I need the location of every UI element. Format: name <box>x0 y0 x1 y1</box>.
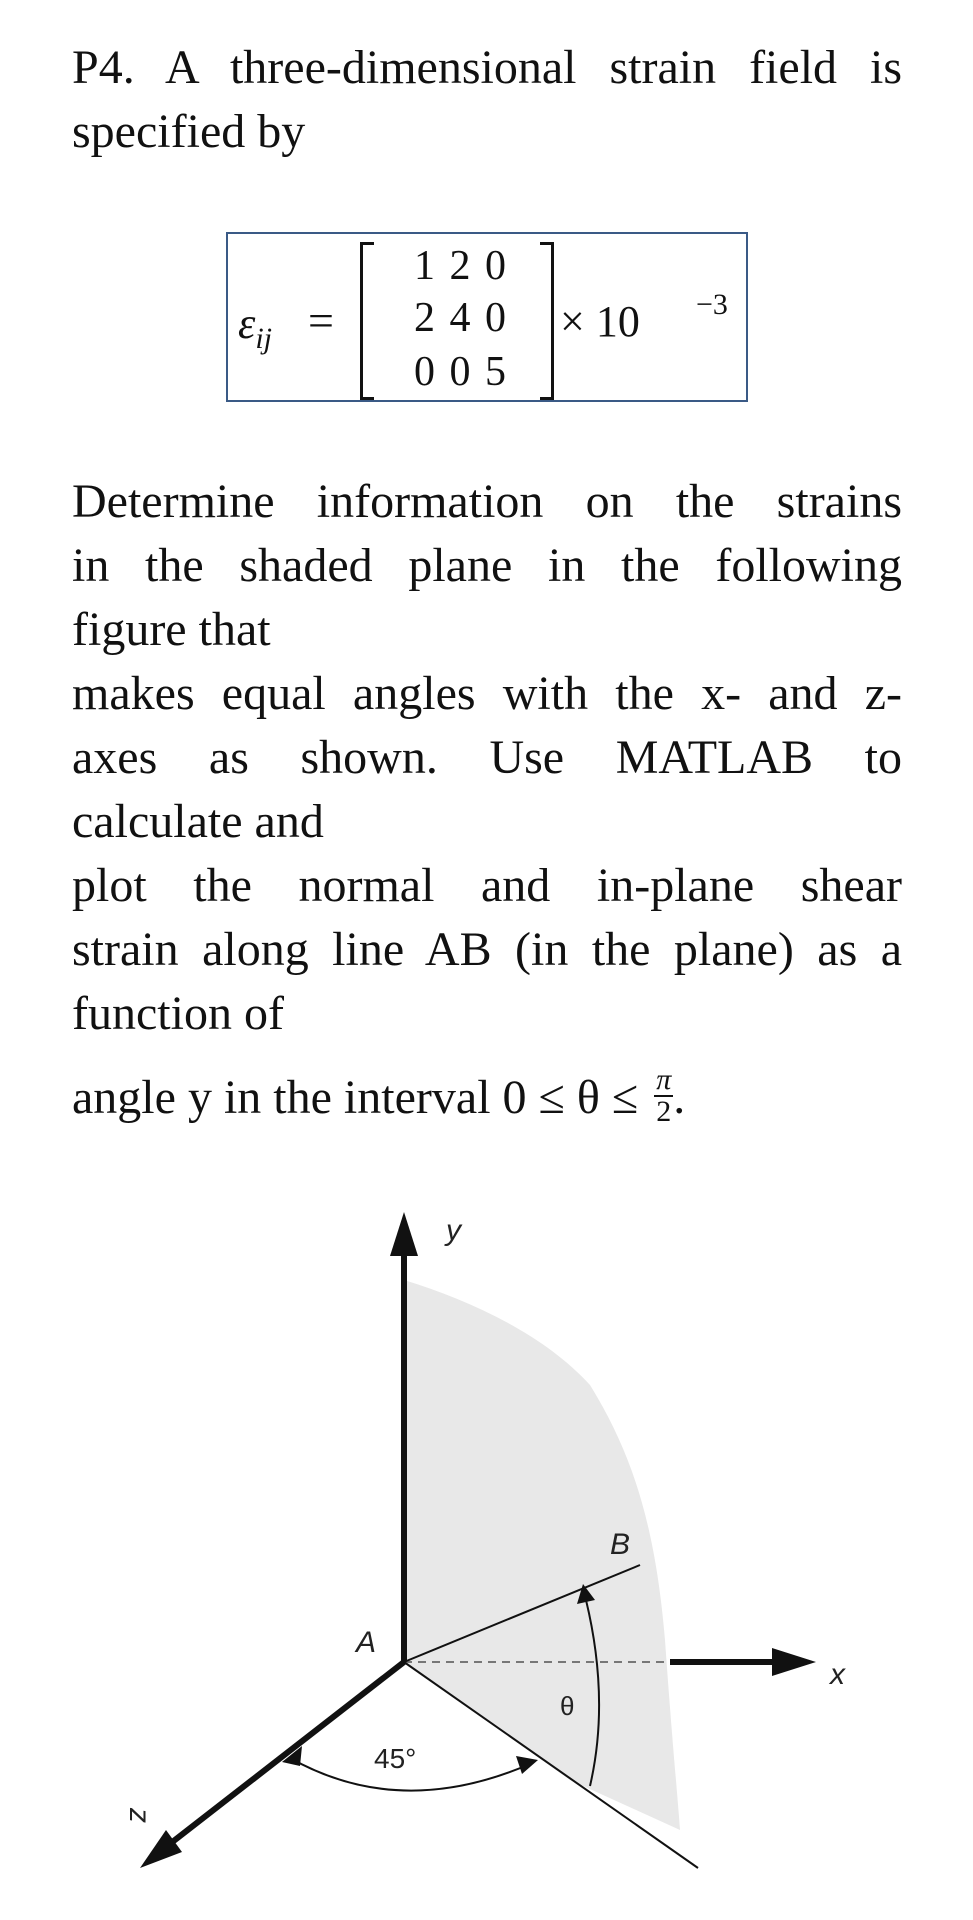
body-line-2: in the shaded plane in the following <box>72 539 902 592</box>
body-line-5: axes as shown. Use MATLAB to <box>72 731 902 784</box>
body-line-7: plot the normal and in-plane shear <box>72 859 902 912</box>
body-line-9: function of <box>72 987 284 1040</box>
label-B: B <box>610 1528 631 1561</box>
matrix-row-3: 0 0 5 <box>414 349 508 395</box>
intro-line-2: specified by <box>72 105 306 158</box>
label-45-degrees: 45° <box>374 1743 417 1774</box>
epsilon-symbol: ε <box>238 299 256 348</box>
pi-over-2-fraction <box>654 1062 673 1128</box>
problem-intro <box>72 36 902 164</box>
z-axis <box>162 1662 404 1850</box>
scale-factor: × 10 <box>560 297 640 346</box>
body-line-8: strain along line AB (in the plane) as a <box>72 923 902 976</box>
label-A: A <box>356 1626 377 1659</box>
matrix-row-2: 2 4 0 <box>414 295 508 341</box>
label-theta: θ <box>560 1691 575 1721</box>
y-axis-arrowhead <box>390 1212 418 1256</box>
x-axis-arrowhead <box>772 1648 816 1676</box>
strain-symbol <box>238 298 272 356</box>
intro-line-1: P4. A three-dimensional strain field is <box>72 41 902 94</box>
fraction-numerator: π <box>656 1062 672 1096</box>
fraction-denominator: 2 <box>656 1094 672 1128</box>
label-x: x <box>830 1658 845 1691</box>
angle-45-arrow-right <box>516 1756 538 1774</box>
subscript-ij: ij <box>255 321 273 355</box>
interval-text: angle y in the interval 0 ≤ θ ≤ <box>72 1071 651 1124</box>
shaded-plane <box>404 1280 680 1830</box>
body-line-4: makes equal angles with the x- and z- <box>72 667 902 720</box>
body-line-3: figure that <box>72 603 271 656</box>
scale-exponent: −3 <box>696 288 728 321</box>
body-line-1: Determine information on the strains <box>72 475 902 528</box>
interval-line <box>72 1062 686 1133</box>
equals-sign: = <box>308 295 334 346</box>
strain-tensor-equation <box>226 232 748 402</box>
interval-period: . <box>673 1071 686 1124</box>
matrix-right-bracket <box>540 242 554 400</box>
body-line-6: calculate and <box>72 795 324 848</box>
matrix-left-bracket <box>360 242 374 400</box>
label-y: y <box>446 1214 461 1247</box>
problem-body <box>72 470 902 1046</box>
label-z: z <box>123 1808 156 1823</box>
strain-plane-figure <box>0 1190 973 1920</box>
matrix-row-1: 1 2 0 <box>414 243 508 289</box>
